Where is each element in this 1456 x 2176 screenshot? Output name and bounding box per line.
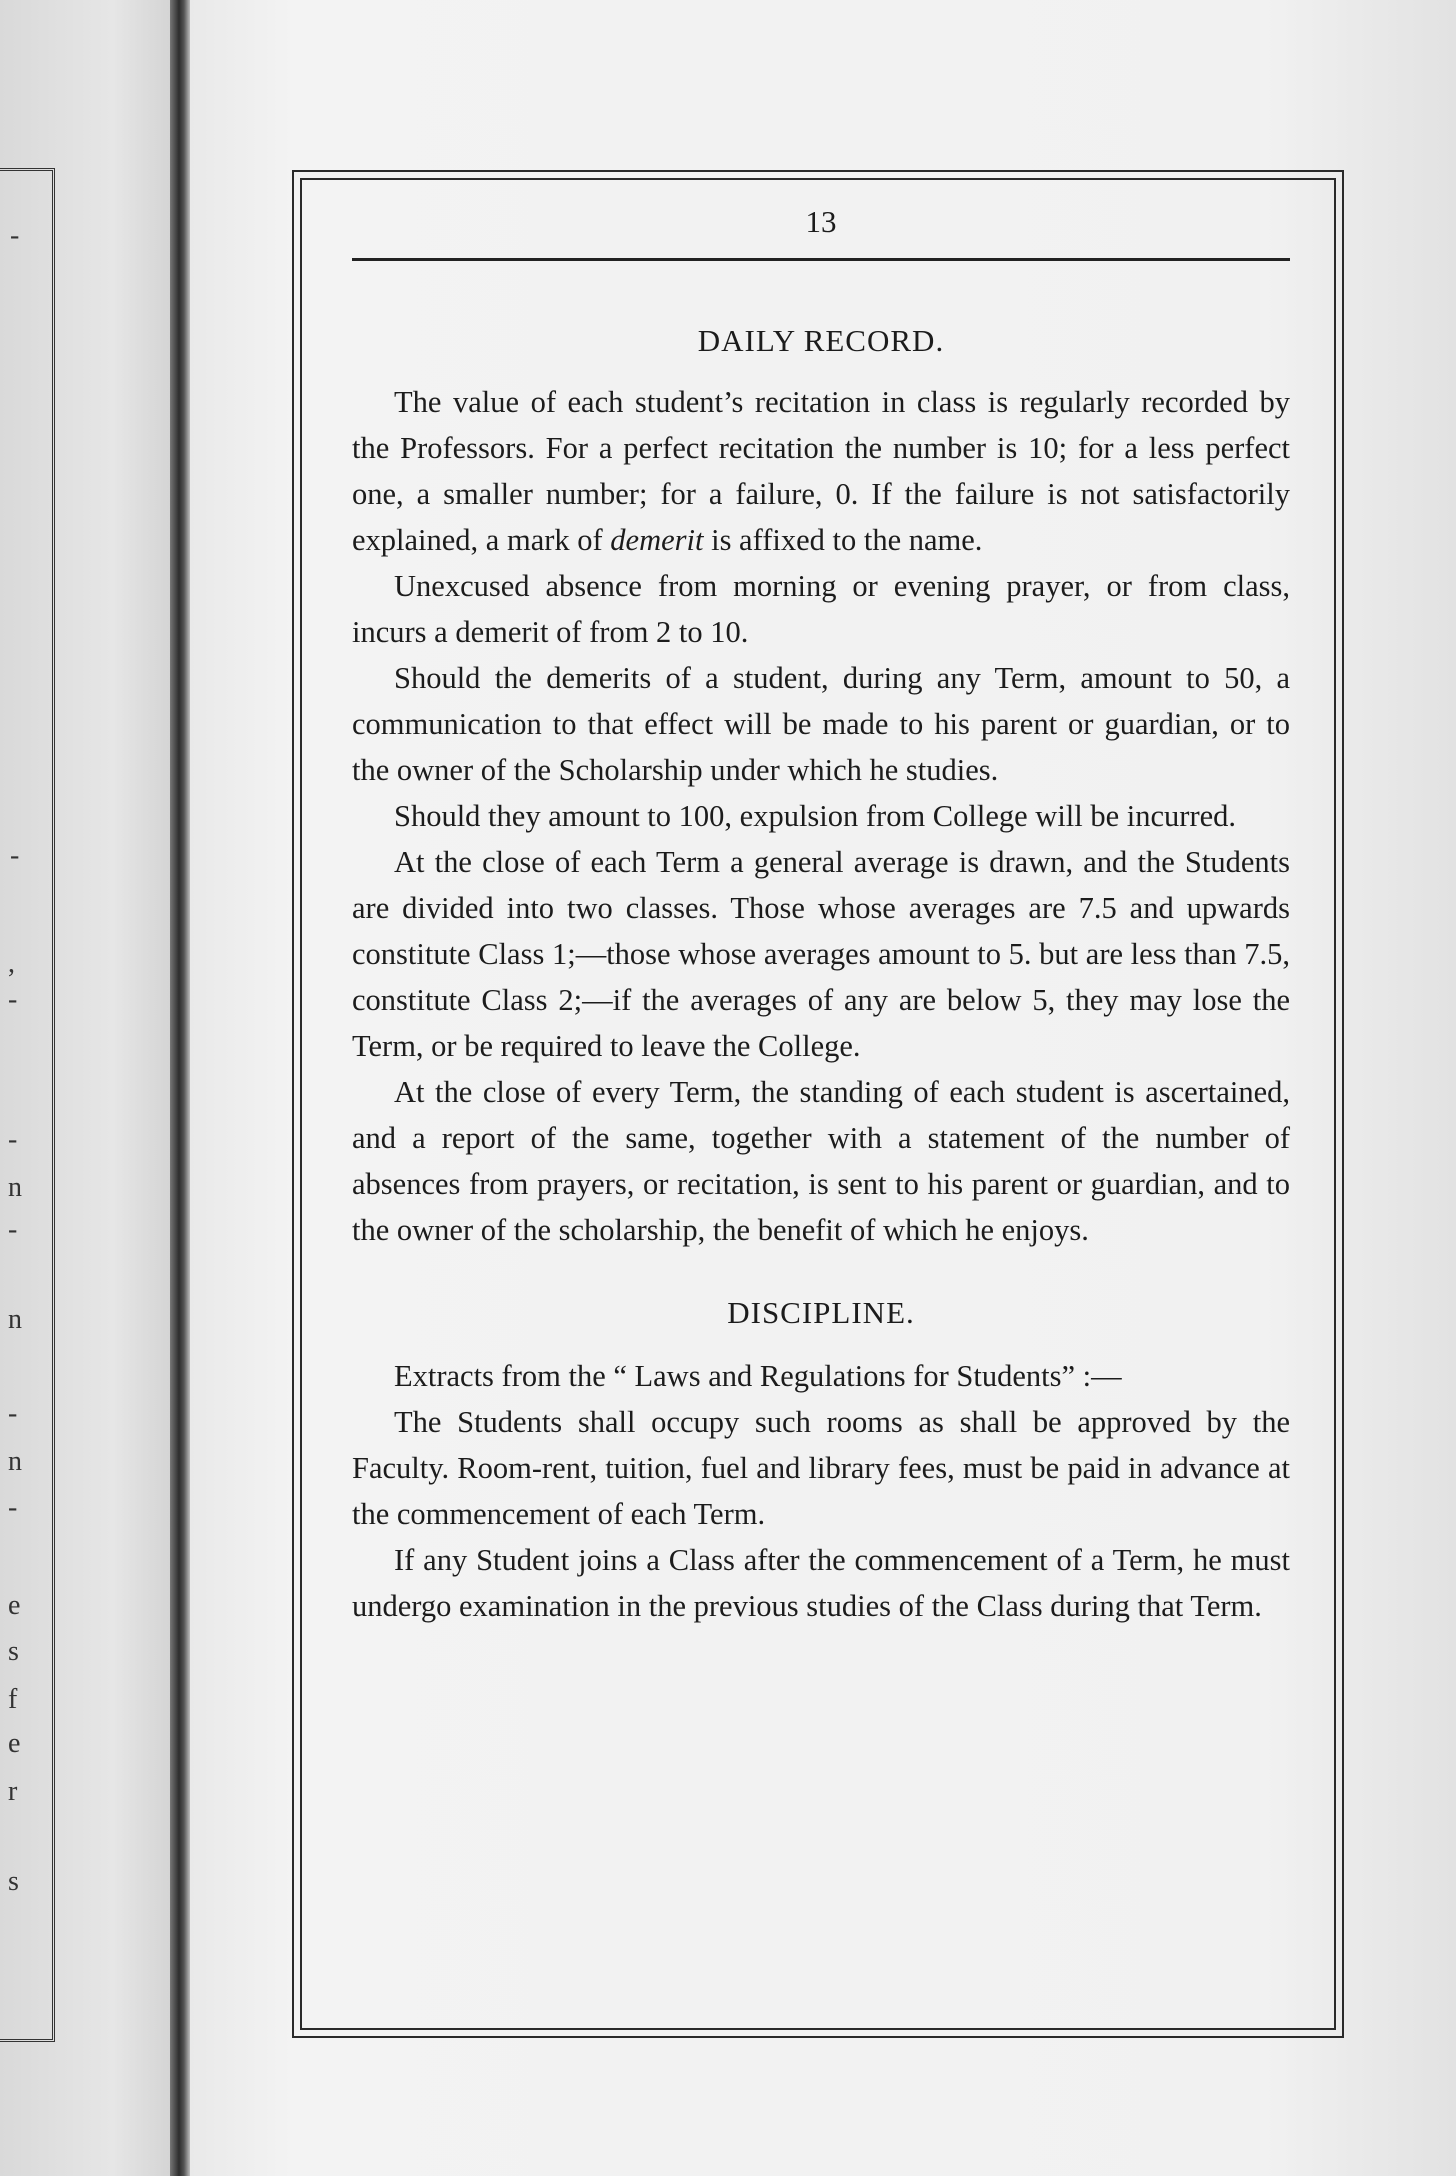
facing-page-fragment: s bbox=[8, 1866, 19, 1897]
facing-page-fragment: r bbox=[8, 1776, 18, 1807]
facing-page-edge bbox=[0, 0, 188, 2176]
facing-page-fragment: - bbox=[10, 220, 20, 251]
facing-page-fragment: , bbox=[8, 948, 15, 979]
book-page bbox=[190, 0, 1456, 2176]
facing-page-fragment: - bbox=[8, 984, 18, 1015]
facing-page-fragment: e bbox=[8, 1590, 21, 1621]
facing-page-frame bbox=[0, 168, 55, 2042]
header-rule bbox=[352, 258, 1290, 261]
facing-page-fragment: e bbox=[8, 1728, 21, 1759]
facing-page-fragment: - bbox=[8, 1124, 18, 1155]
page-number: 13 bbox=[805, 204, 837, 239]
facing-page-fragment: - bbox=[8, 1398, 18, 1429]
paragraph: Unexcused absence from morning or evening prayer, or from class, incurs a demerit of from 2 to 10. bbox=[352, 569, 1290, 649]
emphasis-text: demerit bbox=[610, 523, 704, 557]
facing-page-fragment: n bbox=[8, 1172, 22, 1203]
paragraph: Extracts from the “ Laws and Regulations for Students” :— bbox=[394, 1359, 1122, 1393]
book-gutter bbox=[170, 0, 190, 2176]
section-heading-discipline: DISCIPLINE. bbox=[727, 1295, 915, 1330]
facing-page-fragment: - bbox=[8, 1214, 18, 1245]
paragraph: At the close of each Term a general average is drawn, and the Students are divided into two classes. Those whose averages are 7.5 and upwards constitute Class 1;—those whose averages amount to 5. but are less than 7.5, constitute Class 2;—if the averages of any are below 5, they may lose the Term, or be required to leave the College. bbox=[352, 845, 1290, 1063]
paragraph: The Students shall occupy such rooms as shall be approved by the Faculty. Room-rent, tuition, fuel and library fees, must be paid in advance at the commencement of each Term. bbox=[352, 1405, 1290, 1531]
page-content bbox=[352, 200, 1290, 1629]
page-border-inner bbox=[300, 178, 1336, 2030]
facing-page-fragment: - bbox=[8, 1492, 18, 1523]
facing-page-fragment: f bbox=[8, 1684, 18, 1715]
page-border-outer bbox=[292, 170, 1344, 2038]
paragraph: At the close of every Term, the standing of each student is ascertained, and a report of the same, together with a statement of the number of absences from prayers, or recitation, is sent to his parent or guardian, and to the owner of the scholarship, the benefit of which he enjoys. bbox=[352, 1075, 1290, 1247]
facing-page-fragment: s bbox=[8, 1636, 19, 1667]
facing-page-fragment: n bbox=[8, 1446, 22, 1477]
paragraph: Should the demerits of a student, during any Term, amount to 50, a communication to that effect will be made to his parent or guardian, or to the owner of the Scholarship under which he studies. bbox=[352, 661, 1290, 787]
section-heading-daily-record: DAILY RECORD. bbox=[697, 323, 945, 358]
facing-page-fragment: - bbox=[10, 840, 20, 871]
facing-page-fragment: n bbox=[8, 1304, 22, 1335]
paragraph: The value of each student’s recitation in class is regularly recorded by the Professors. For a perfect recitation the number is 10; for a less perfect one, a smaller number; for a failure, 0. If the failure is not satisfactorily explained, a mark of demerit is affixed to the name. bbox=[352, 385, 1290, 557]
paragraph: Should they amount to 100, expulsion from College will be incurred. bbox=[394, 799, 1237, 833]
paragraph: If any Student joins a Class after the commencement of a Term, he must undergo examination in the previous studies of the Class during that Term. bbox=[352, 1543, 1290, 1623]
